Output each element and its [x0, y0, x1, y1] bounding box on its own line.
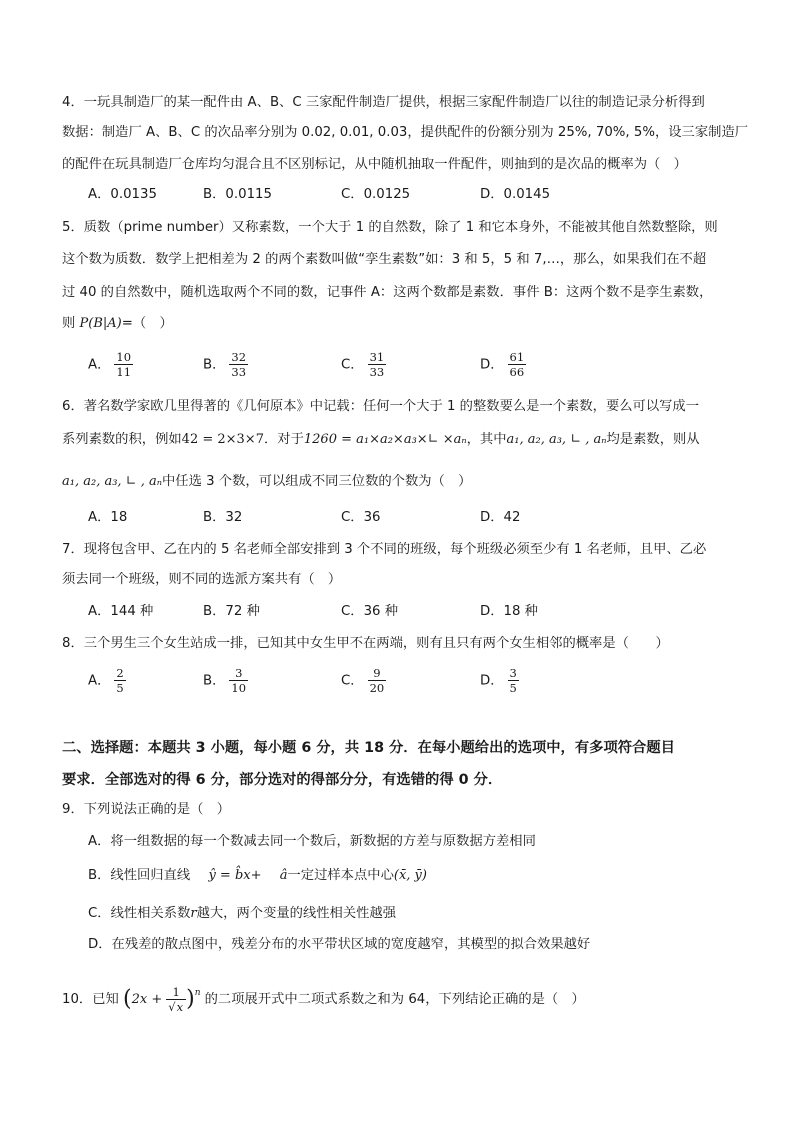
- q8-option-c[interactable]: [341, 666, 386, 695]
- q7-line1: 7．现将包含甲、乙在内的 5 名老师全部安排到 3 个不同的班级，每个班级必须至少有 1 名老师，且甲、乙必: [62, 542, 707, 557]
- q6-line2-mid2: ，其中: [466, 432, 507, 447]
- q9-regression-formula: ŷ = b̂x+: [208, 868, 262, 883]
- fraction: [114, 350, 133, 379]
- q9-option-b[interactable]: [88, 866, 427, 886]
- q10-exponent: n: [194, 988, 201, 998]
- fraction-denominator: 11: [116, 365, 132, 379]
- fraction-numerator: 3: [229, 666, 248, 681]
- q9-correlation-var: r: [190, 906, 197, 921]
- fraction-denominator: 5: [509, 681, 517, 695]
- q6-formula-42: 42 = 2×3×7: [181, 432, 264, 447]
- q7-option-d[interactable]: D．18 种: [480, 604, 538, 619]
- q5-option-d[interactable]: [480, 350, 526, 379]
- q4-line3: 的配件在玩具制造厂仓库均匀混合且不区别标记，从中随机抽取一件配件，则抽到的是次品的概率为（ ）: [62, 157, 687, 172]
- fraction: [229, 666, 248, 695]
- q5-line2: 这个数为质数．数学上把相差为 2 的两个素数叫做“孪生素数”如：3 和 5，5 和 7,…，那么，如果我们在不超: [62, 252, 707, 267]
- fraction-denominator: 33: [231, 365, 247, 379]
- q4-line1: 4．一玩具制造厂的某一配件由 A、B、C 三家配件制造厂提供，根据三家配件制造厂以往的制造记录分析得到: [62, 95, 705, 110]
- fraction: [368, 666, 387, 695]
- q10-term-a: 2x +: [131, 992, 163, 1007]
- q9-optc-prefix: C．线性相关系数: [88, 906, 191, 921]
- q6-option-a[interactable]: A．18: [88, 510, 128, 525]
- q8-option-d[interactable]: [480, 666, 519, 695]
- q6-formula-primes-list: a₁, a₂, a₃, ∟ , aₙ: [62, 474, 162, 489]
- fraction-denominator: √x: [168, 1000, 184, 1014]
- q5-line3: 过 40 的自然数中，随机选取两个不同的数，记事件 A：这两个数都是素数．事件 B：这两个数不是孪生素数，: [62, 285, 713, 300]
- q7-option-a[interactable]: A．144 种: [88, 604, 154, 619]
- fraction: [368, 350, 387, 379]
- q4-option-d[interactable]: D．0.0145: [480, 187, 551, 202]
- fraction-numerator: 3: [509, 666, 517, 680]
- section2-heading-line2: 要求．全部选对的得 6 分，部分选对的得部分分，有选错的得 0 分．: [62, 772, 503, 788]
- fraction: [508, 666, 519, 695]
- q4-line2: 数据：制造厂 A、B、C 的次品率分别为 0.02, 0.01, 0.03，提供配件的份额分别为 25%, 70%, 5%，设三家制造厂: [62, 125, 749, 140]
- q9-regression-intercept: â: [279, 868, 288, 883]
- q9-optb-mid: 一定过样本点中心: [287, 868, 394, 883]
- q5-line4-suffix: =（ ）: [121, 316, 173, 331]
- q10-stem: [62, 980, 585, 1014]
- q6-line3: [62, 472, 471, 492]
- option-label: A．: [88, 357, 111, 373]
- q10-prefix: 10．已知: [62, 992, 119, 1007]
- sqrt-radicand: x: [176, 1000, 184, 1014]
- option-label: D．: [480, 357, 504, 373]
- option-label: B．: [203, 357, 226, 373]
- q6-option-b[interactable]: B．32: [203, 510, 243, 525]
- q9-option-c[interactable]: [88, 904, 396, 924]
- fraction: [166, 985, 186, 1014]
- q5-option-a[interactable]: [88, 350, 133, 379]
- fraction-numerator: 9: [368, 666, 387, 681]
- q5-line4: [62, 314, 173, 334]
- q5-line4-prefix: 则: [62, 316, 80, 331]
- q6-line1: 6．著名数学家欧几里得著的《几何原本》中记载：任何一个大于 1 的整数要么是一个素数，要么可以写成一: [62, 399, 700, 414]
- q5-probability-formula: P(B|A): [79, 316, 122, 331]
- option-label: C．: [341, 673, 364, 689]
- q9-optc-suffix: 越大，两个变量的线性相关性越强: [196, 906, 397, 921]
- q6-formula-primes: a₁, a₂, a₃, ∟ , aₙ: [506, 432, 607, 447]
- q6-line2-suffix: 均是素数，则从: [606, 432, 700, 447]
- q9-stem: 9．下列说法正确的是（ ）: [62, 802, 231, 817]
- q7-option-c[interactable]: C．36 种: [341, 604, 399, 619]
- fraction: [229, 350, 248, 379]
- fraction-denominator: 10: [231, 681, 247, 695]
- fraction-numerator: 61: [509, 350, 525, 364]
- fraction: [114, 666, 125, 695]
- q8-option-a[interactable]: [88, 666, 126, 695]
- fraction-numerator: 1: [166, 985, 186, 1000]
- q6-option-d[interactable]: D．42: [480, 510, 521, 525]
- q8-line1: 8．三个男生三个女生站成一排，已知其中女生甲不在两端，则有且只有两个女生相邻的概率是（ ）: [62, 636, 669, 651]
- option-label: C．: [341, 357, 364, 373]
- q4-option-a[interactable]: A．0.0135: [88, 187, 157, 202]
- section2-heading-line1: 二、选择题：本题共 3 小题，每小题 6 分，共 18 分．在每小题给出的选项中，有多项符合题目: [62, 740, 675, 756]
- q10-binomial-expression: (2x + $\frac{1}{√x}$ )$^n$: [123, 985, 201, 1014]
- q4-option-b[interactable]: B．0.0115: [203, 187, 272, 202]
- fraction-numerator: 31: [369, 350, 385, 364]
- fraction-numerator: 2: [116, 666, 124, 680]
- q6-line2-mid: ．对于: [263, 432, 304, 447]
- fraction-numerator: 10: [116, 350, 132, 364]
- q7-option-b[interactable]: B．72 种: [203, 604, 260, 619]
- fraction-denominator: 5: [116, 681, 124, 695]
- q4-option-c[interactable]: C．0.0125: [341, 187, 411, 202]
- fraction-denominator: 20: [369, 681, 385, 695]
- q6-formula-1260: 1260 = a₁×a₂×a₃×∟ ×aₙ: [303, 432, 467, 447]
- q6-line3-suffix: 中任选 3 个数，可以组成不同三位数的个数为（ ）: [162, 474, 472, 489]
- q6-line2: [62, 430, 700, 450]
- option-label: B．: [203, 673, 226, 689]
- q5-line1: 5．质数（prime number）又称素数，一个大于 1 的自然数，除了 1 和它本身外，不能被其他自然数整除，则: [62, 220, 718, 235]
- option-label: D．: [480, 673, 504, 689]
- q5-option-b[interactable]: [203, 350, 248, 379]
- fraction-denominator: 66: [509, 365, 525, 379]
- q9-optb-prefix: B．线性回归直线: [88, 868, 191, 883]
- q7-line2: 须去同一个班级，则不同的选派方案共有（ ）: [62, 572, 342, 587]
- q10-suffix: 的二项展开式中二项式系数之和为 64，下列结论正确的是（ ）: [204, 992, 585, 1007]
- q8-option-b[interactable]: [203, 666, 248, 695]
- q9-option-d[interactable]: D．在残差的散点图中，残差分布的水平带状区域的宽度越窄，其模型的拟合效果越好: [88, 937, 591, 952]
- fraction-numerator: 32: [231, 350, 247, 364]
- q6-option-c[interactable]: C．36: [341, 510, 381, 525]
- q9-sample-center: (x̄, ȳ): [393, 868, 427, 883]
- option-label: A．: [88, 673, 111, 689]
- q9-option-a[interactable]: A．将一组数据的每一个数减去同一个数后，新数据的方差与原数据方差相同: [88, 834, 536, 849]
- fraction-denominator: 33: [369, 365, 385, 379]
- fraction: [508, 350, 527, 379]
- q5-option-c[interactable]: [341, 350, 386, 379]
- q6-line2-prefix: 系列素数的积，例如: [62, 432, 182, 447]
